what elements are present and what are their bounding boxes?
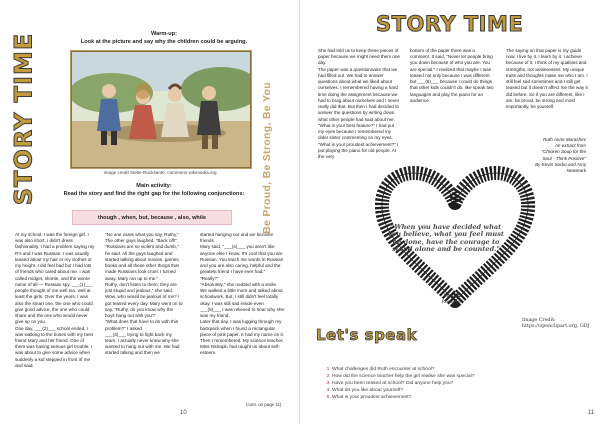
side-motto: Be Proud, Be Strong, Be You — [261, 82, 273, 234]
warmup-heading: Warm-up: — [151, 31, 177, 37]
story-time-vertical-title: STORY TIME — [9, 32, 38, 206]
right-page — [300, 0, 600, 424]
story-column-6: The saying on that paper is my guide now. I live by it. I learn by it. I achieve because of it. I think of my qualities and strengths, not weaknesses. My unique traits and thoughts make me who I am. I still feel sad sometimes and I still get teased but it doesn't affect me the way it did before. So if you are different, like I am, be proud, be strong and most importantly, be yourself. — [506, 48, 588, 110]
question-item: 3. Have you been teased at school? Did anyone help you? — [332, 380, 474, 387]
activity-heading: Main activity: — [136, 183, 172, 189]
story-column-4: She had told us to keep these pieces of paper because we might need them one day. The paper was a questionnaire that we had filled out. We had to answer questions about what we liked about ourselves. I remembered having a hard time doing the assignment because we had to brag about ourselves and I never really did that. But then I had decided to answer the questions by writing down what other people had said about me. "What is your best feature?" I had put my eyes because I remembered my older sister commenting on my eyes. "What is your proudest achievement?" I put playing the piano for old people. At the very — [318, 48, 400, 159]
warmup-instruction: Look at the picture and say why the children could be arguing. — [80, 38, 248, 45]
warmup-block — [44, 31, 284, 46]
illustration-svg — [71, 51, 251, 168]
discussion-questions — [324, 366, 474, 402]
children-arguing-illustration — [70, 50, 252, 169]
story-time-title: STORY TIME — [376, 12, 524, 36]
activity-instruction: Read the story and find the right gap for the following conjunctions: — [63, 190, 245, 197]
story-column-3: started hanging out and we became friends. Mary said, "___(4)___ you aren't like anyone else I know. It's cool that you are Russian. You teach me words in Russian and you are also caring, helpful and the greatest friend I have ever had." "Really?" "Absolutely," she nodded with a smile. We walked a little more and talked about schoolwork. But, I still didn't feel totally okay. I was still sad inside even ___(5)___ I was relieved to hear why she was my friend. Later that day, I was lugging through my backpack when I found a rectangular piece of pink paper. It had my name on it. Then I remembered. My science teacher, Miss Ostrapk, had taught us about self-esteem. — [200, 232, 285, 356]
picture-credit: Image credit Siebe Rucksante, commons wikimedia.org — [103, 170, 217, 175]
question-item: 4. What do you like about yourself? — [332, 387, 474, 394]
question-item: 1. What challenges did Ruth encounter at school? — [332, 366, 474, 373]
image-credit: Image Credit: https://openclipart.org, GDJ — [522, 318, 590, 330]
question-item: 2. How did the science teacher help the girl realise she was special? — [332, 373, 474, 380]
quote-author: Eleanor Roosevelt — [441, 294, 464, 305]
roosevelt-quote: "When you have decided what you believe, what you feel must be done, have the courage to stand alone and be counted." — [388, 223, 504, 254]
page-number-left: 10 — [180, 410, 187, 416]
story-column-5: bottom of the paper there was a comment. It said, "Never let people bring you down because of who you are. You are special." I realized that maybe I was teased not only because I was different but ___(6)___ because I could do things that other kids couldn't do, like speak two languages and play the piano for an audience. — [410, 48, 494, 103]
story-column-2: "No one cares what you say, Ruthy." The other guys laughed. "Back off!" "Russians are so violent and dumb," he said. All the guys laughed and started talking about movies, games, books and all these other things that made Russians look cruel. I turned away. Mary ran up to me." Ruthy, don't listen to them; they are just stupid and jealous," she said. Wow, who would be jealous of me? I got teased every day. Mary went on to say, "Ruthy, do you know why the boys hang out with you?" "What does that have to do with this problem?" I asked ___(3)___ trying to fight back my tears. I actually never knew why she wanted to hang out with me. We had started talking and then we — [105, 232, 183, 356]
page-number-right: 11 — [588, 410, 595, 416]
question-item: 5. What is your proudest achievement? — [332, 394, 474, 401]
conjunctions-box: though , when, but, because , also, while — [72, 210, 232, 225]
story-column-1: At my school, I was the foreign girl. I was also short, I didn't dress fashionably, I had a problem saying my R's and I was Russian. I was usually teased about my hair or my clothes or my height. I did feel bad but I had lots of friends who cared about me. I was called midget, shortie, and the worse name of all — Russian spy. ___(1)___ people thought of me well too, well at least the girls. Over the years, I was also the smart one, the one who could give good advice, the one who could share and the one who would never give up on you. One day, ___(2)___ school ended, I was walking to the buses with my best friend Mary and her friend. One of them was having serious girl trouble. I was about to give some advice when suddenly a kid stepped in front of me and said, — [15, 232, 95, 368]
story-attribution: Ruth Anne Marashev An extract from "Chicken Soup for the Soul - Think Positive" By Kevin Sorbo and Amy Newmark — [535, 137, 586, 174]
lets-speak-heading: Let's speak — [316, 326, 418, 344]
continuation-note: (cont. on page 11) — [246, 402, 282, 407]
